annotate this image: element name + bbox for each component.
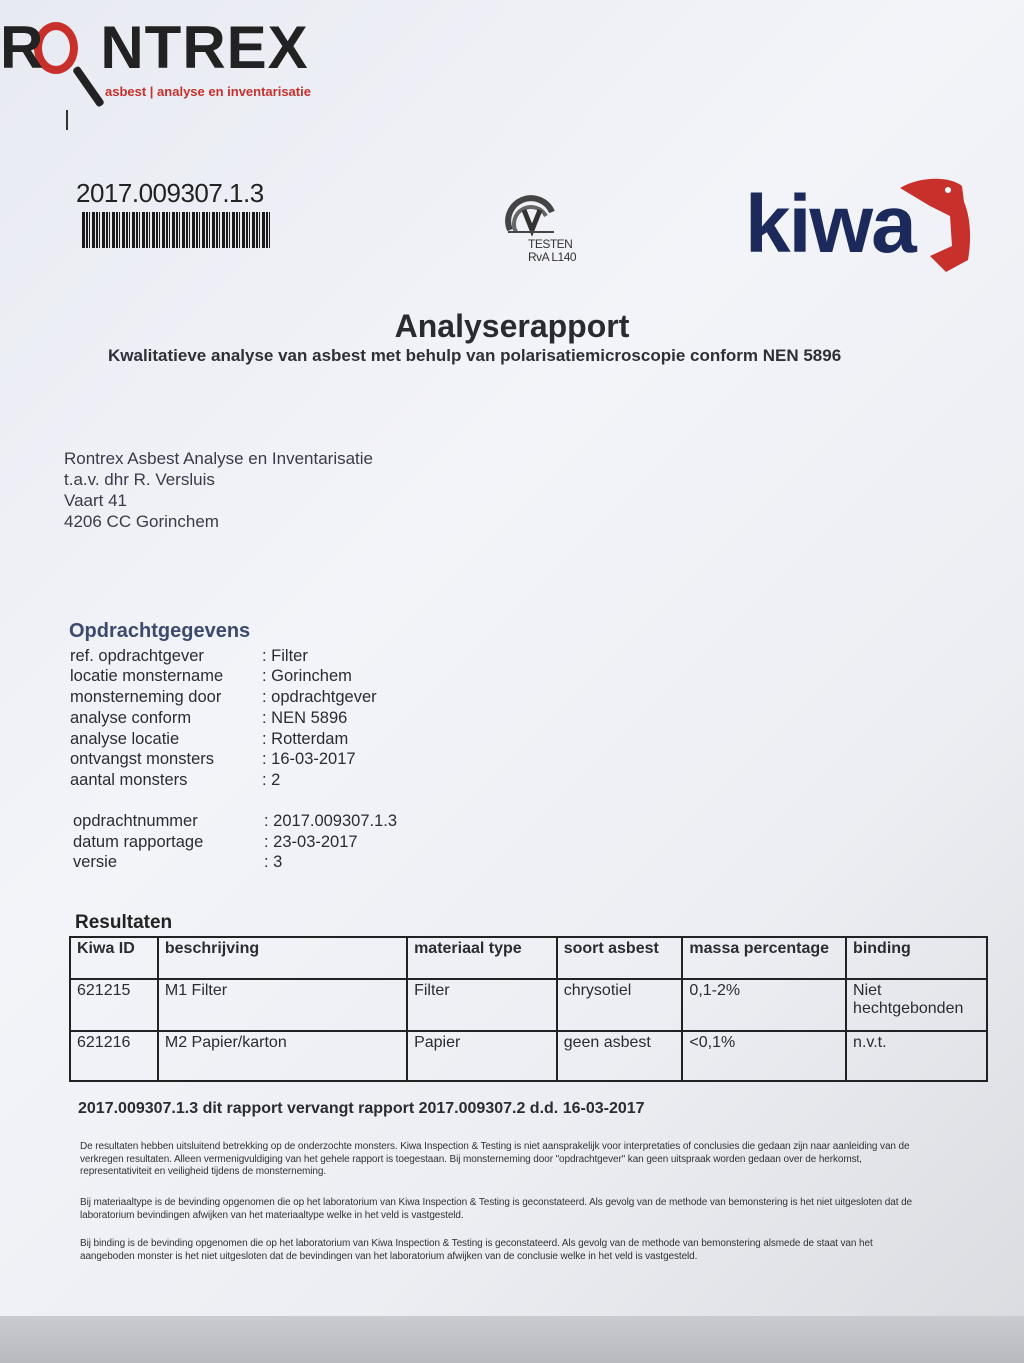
logo-tick — [66, 110, 68, 130]
opdracht2-value: : 3 — [264, 853, 283, 871]
kiwa-beaver-icon — [890, 176, 980, 274]
disclaimer-paragraph: Bij binding is de bevinding opgenomen die op het laboratorium van Kiwa Inspection & Testing is geconstateerd. Als gevolg van de methode van bemonstering alsmede de staat van het aangeboden monster is het niet uitgesloten dat de bevindingen van het laboratorium afwijken van de conclusie welke in het veld is vastgesteld. — [80, 1238, 873, 1262]
cell: geen asbest — [557, 1031, 683, 1081]
opdracht-value: : opdrachtgever — [262, 688, 377, 706]
opdracht-label: analyse locatie — [70, 730, 180, 748]
opdracht-value: : Rotterdam — [262, 730, 349, 748]
col-header: soort asbest — [557, 937, 683, 979]
address-line: 4206 CC Gorinchem — [64, 512, 219, 531]
replacement-note: 2017.009307.1.3 dit rapport vervangt rapport 2017.009307.2 d.d. 16-03-2017 — [78, 1100, 645, 1117]
col-header: materiaal type — [407, 937, 557, 979]
opdracht-value: : Filter — [262, 647, 308, 665]
report-subtitle: Kwalitatieve analyse van asbest met behulp van polarisatiemicroscopie conform NEN 5896 — [108, 346, 842, 365]
cell: chrysotiel — [557, 979, 683, 1031]
cell: n.v.t. — [846, 1031, 987, 1081]
address-block — [64, 448, 373, 532]
rva-accreditation-logo — [502, 192, 592, 272]
table-row — [70, 1031, 987, 1081]
results-table — [69, 936, 988, 1082]
opdracht-value: : 16-03-2017 — [262, 750, 356, 768]
table-row — [70, 979, 987, 1031]
kiwa-wordmark: kiwa — [745, 179, 915, 270]
rontrex-logo — [0, 14, 360, 138]
address-line: t.a.v. dhr R. Versluis — [64, 470, 215, 489]
address-line: Vaart 41 — [64, 491, 128, 510]
opdracht-value: : Gorinchem — [262, 667, 352, 685]
opdracht-value: : NEN 5896 — [262, 709, 348, 727]
address-line: Rontrex Asbest Analyse en Inventarisatie — [64, 449, 374, 468]
col-header: Kiwa ID — [70, 937, 158, 979]
barcode-number: 2017.009307.1.3 — [76, 178, 264, 208]
opdracht-label: ref. opdrachtgever — [70, 647, 204, 665]
cell: 621215 — [70, 979, 158, 1031]
cell: 0,1-2% — [682, 979, 846, 1031]
results-header-row — [70, 937, 987, 979]
opdracht-label: locatie monstername — [70, 667, 224, 685]
opdracht-label: analyse conform — [70, 709, 192, 727]
opdracht-heading: Opdrachtgegevens — [69, 620, 251, 642]
disclaimer-paragraph: Bij materiaaltype is de bevinding opgenomen die op het laboratorium van Kiwa Inspection & Testing is geconstateerd. Als gevolg van de methode van bemonstering is het niet uitgesloten dat de laboratorium bevindingen afwijken van het materiaaltype welke in het veld is vastgesteld. — [80, 1197, 913, 1221]
barcode — [82, 212, 270, 248]
rva-line2: RvA L140 — [528, 250, 577, 264]
col-header: beschrijving — [158, 937, 407, 979]
opdracht2-label: opdrachtnummer — [73, 812, 198, 830]
cell: M2 Papier/karton — [158, 1031, 407, 1081]
cell: M1 Filter — [158, 979, 407, 1031]
opdracht2-label: datum rapportage — [73, 833, 204, 851]
cell: Filter — [407, 979, 557, 1031]
opdracht-value: : 2 — [262, 771, 281, 789]
logo-wordmark: R NTREX — [0, 14, 309, 81]
cell: 621216 — [70, 1031, 158, 1081]
cell: Niet hechtgebonden — [846, 979, 987, 1031]
col-header: binding — [846, 937, 987, 979]
opdracht2-label: versie — [73, 853, 118, 871]
opdracht-label: monsterneming door — [70, 688, 222, 706]
opdracht2-value: : 2017.009307.1.3 — [264, 812, 398, 830]
rva-line1: TESTEN — [528, 237, 573, 251]
opdracht2-value: : 23-03-2017 — [264, 833, 358, 851]
rva-mark-icon — [502, 192, 562, 238]
cell: Papier — [407, 1031, 557, 1081]
screen-bezel — [0, 1316, 1024, 1363]
disclaimer-paragraph: De resultaten hebben uitsluitend betrekking op de onderzochte monsters. Kiwa Inspection & Testing is niet aansprakelijk voor interpretaties of conclusies die gedaan zijn naar aanleiding van de verkregen resultaten. Alleen vermenigvuldiging van het gehele rapport is toegestaan. Bij monsterneming door "opdrachtgever" kan geen uitspraak worden gedaan over de herkomst, representativiteit en veiligheid tijdens de monsterneming. — [80, 1141, 910, 1177]
opdracht-label: ontvangst monsters — [70, 750, 214, 768]
logo-tagline: asbest | analyse en inventarisatie — [105, 84, 311, 99]
results-heading: Resultaten — [75, 912, 173, 933]
report-title: Analyserapport — [394, 308, 630, 344]
opdracht-label: aantal monsters — [70, 771, 188, 789]
col-header: massa percentage — [682, 937, 846, 979]
kiwa-logo — [745, 176, 975, 276]
cell: <0,1% — [682, 1031, 846, 1081]
